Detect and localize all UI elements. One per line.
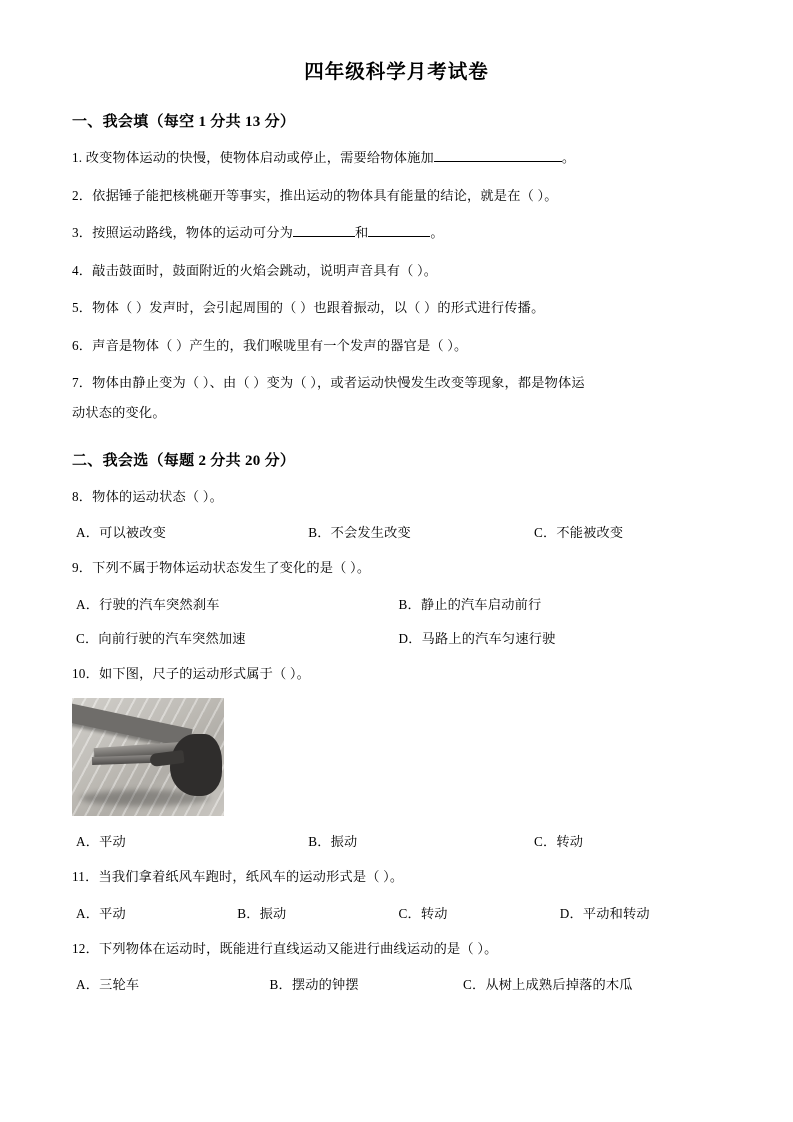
hand (170, 734, 222, 796)
question-11-options (72, 903, 721, 922)
question-2: 2．依据锤子能把核桃砸开等事实，推出运动的物体具有能量的结论，就是在（ ）。 (72, 187, 558, 203)
option-c[interactable]: C．不能被改变 (533, 525, 624, 541)
section-heading-multiple-choice: 二、我会选（每题 2 分共 20 分） (72, 453, 296, 469)
question-9-options-row2 (72, 628, 721, 647)
section-heading-fill-in: 一、我会填（每空 1 分共 13 分） (72, 114, 296, 130)
option-d[interactable]: D．马路上的汽车匀速行驶 (398, 630, 556, 646)
question-8-options (72, 522, 721, 541)
question-9: 9．下列不属于物体运动状态发生了变化的是（ ）。 (72, 560, 371, 576)
ruler-vibration-image (72, 698, 224, 816)
question-10-options (72, 831, 721, 850)
option-c[interactable]: C．转动 (533, 834, 584, 850)
question-12: 12．下列物体在运动时，既能进行直线运动又能进行曲线运动的是（ ）。 (72, 940, 498, 956)
question-3-mid: 和 (355, 225, 369, 241)
option-b[interactable]: B．摆动的钟摆 (269, 977, 359, 993)
question-7-continued: 动状态的变化。 (72, 404, 166, 420)
option-c[interactable]: C．从树上成熟后掉落的木瓜 (463, 977, 633, 993)
question-4: 4．敲击鼓面时，鼓面附近的火焰会跳动，说明声音具有（ ）。 (72, 262, 438, 278)
question-7: 7．物体由静止变为（ ）、由（ ）变为（ ），或者运动快慢发生改变等现象，都是物体运 (72, 375, 585, 391)
option-b[interactable]: B．振动 (237, 905, 287, 921)
question-6: 6．声音是物体（ ）产生的，我们喉咙里有一个发声的器官是（ ）。 (72, 337, 468, 353)
option-a[interactable]: A．三轮车 (76, 977, 140, 993)
answer-blank[interactable] (293, 223, 355, 237)
option-a[interactable]: A．行驶的汽车突然刹车 (76, 596, 220, 612)
option-a[interactable]: A．平动 (76, 834, 126, 850)
answer-blank[interactable] (434, 148, 562, 162)
question-1-end: 。 (561, 150, 576, 166)
question-1 (72, 148, 721, 169)
question-12-options (72, 974, 721, 993)
option-c[interactable]: C．向前行驶的汽车突然加速 (76, 630, 246, 646)
question-3-text: 3．按照运动路线，物体的运动可分为 (72, 225, 293, 241)
option-d[interactable]: D．平动和转动 (559, 905, 650, 921)
option-b[interactable]: B．振动 (308, 834, 358, 850)
question-10: 10．如下图，尺子的运动形式属于（ ）。 (72, 665, 311, 681)
page-title: 四年级科学月考试卷 (304, 62, 489, 83)
question-3 (72, 223, 721, 244)
question-8: 8．物体的运动状态（ ）。 (72, 489, 223, 504)
question-5: 5．物体（ ）发声时，会引起周围的（ ）也跟着振动，以（ ）的形式进行传播。 (72, 300, 545, 316)
question-9-options-row1 (72, 594, 721, 613)
question-11: 11．当我们拿着纸风车跑时，纸风车的运动形式是（ ）。 (72, 869, 404, 885)
option-b[interactable]: B．不会发生改变 (308, 525, 411, 541)
question-3-end: 。 (430, 225, 444, 241)
answer-blank[interactable] (368, 223, 430, 237)
option-a[interactable]: A．平动 (76, 905, 126, 921)
option-c[interactable]: C．转动 (398, 905, 448, 921)
option-b[interactable]: B．静止的汽车启动前行 (398, 596, 542, 612)
question-1-text: 1. 改变物体运动的快慢，使物体启动或停止，需要给物体施加 (72, 150, 434, 166)
option-a[interactable]: A．可以被改变 (76, 525, 167, 541)
